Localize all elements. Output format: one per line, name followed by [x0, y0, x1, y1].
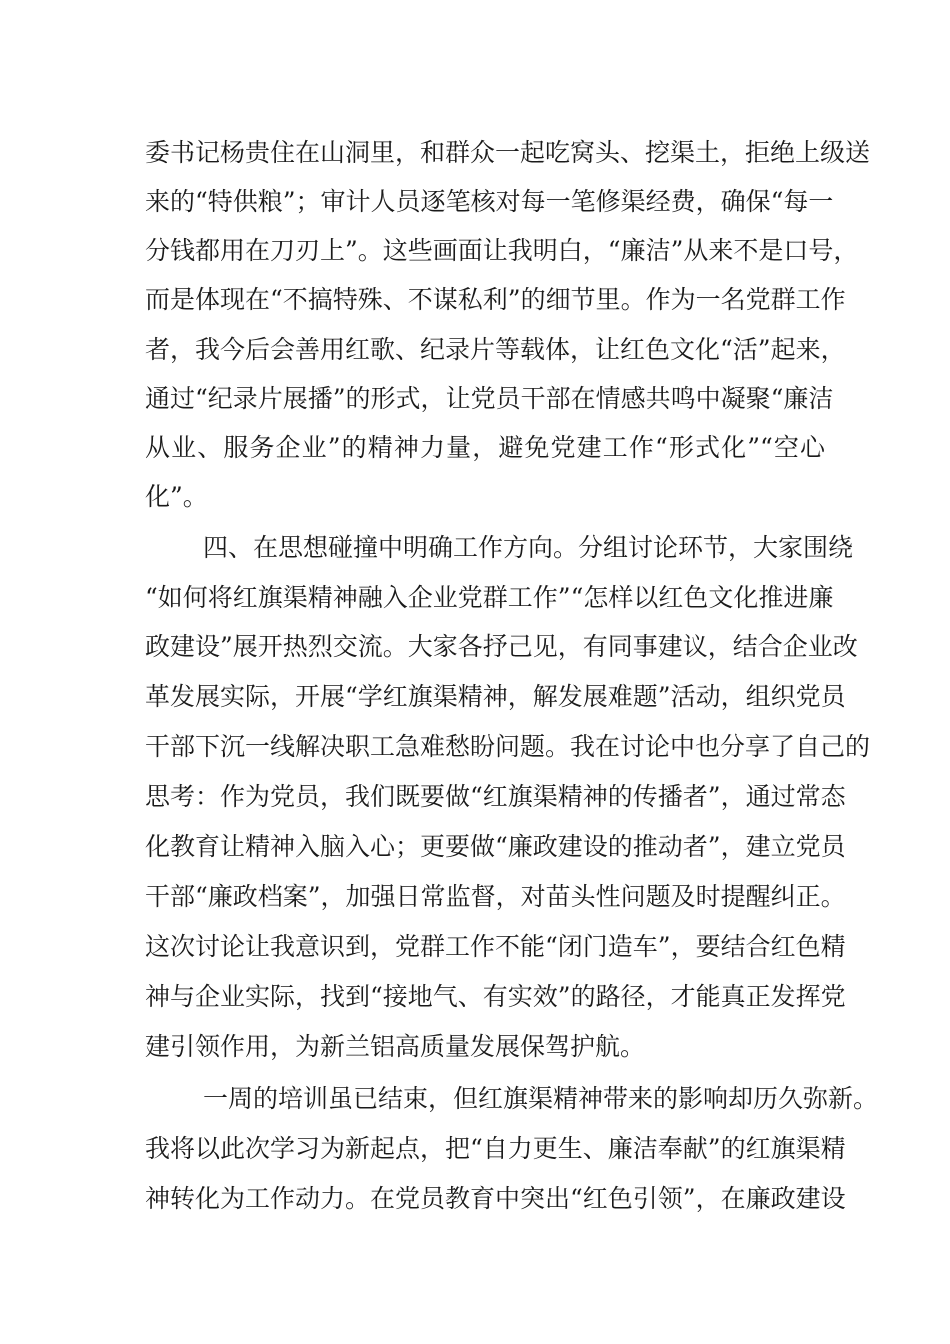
text-line: 我将以此次学习为新起点，把“自力更生、廉洁奉献”的红旗渠精 — [145, 1134, 846, 1163]
paragraph-start-line: 一周的培训虽已结束，但红旗渠精神带来的影响却历久弥新。 — [203, 1084, 879, 1113]
text-line: 建引领作用，为新兰铝高质量发展保驾护航。 — [145, 1032, 646, 1061]
text-line: 化”。 — [145, 482, 208, 511]
text-line: 化教育让精神入脑入心；更要做“廉政建设的推动者”，建立党员 — [145, 832, 846, 861]
text-line: 干部“廉政档案”，加强日常监督，对苗头性问题及时提醒纠正。 — [145, 882, 846, 911]
text-line: 革发展实际，开展“学红旗渠精神，解发展难题”活动，组织党员 — [145, 682, 846, 711]
text-line: 干部下沉一线解决职工急难愁盼问题。我在讨论中也分享了自己的 — [145, 732, 871, 761]
text-line: 这次讨论让我意识到，党群工作不能“闭门造车”，要结合红色精 — [145, 932, 846, 961]
text-line: 思考：作为党员，我们既要做“红旗渠精神的传播者”，通过常态 — [145, 782, 846, 811]
text-line: 从业、服务企业”的精神力量，避免党建工作“形式化”“空心 — [145, 433, 825, 462]
text-line: 政建设”展开热烈交流。大家各抒己见，有同事建议，结合企业改 — [145, 632, 858, 661]
paragraph-start-line: 四、在思想碰撞中明确工作方向。分组讨论环节，大家围绕 — [203, 533, 854, 562]
text-line: 者，我今后会善用红歌、纪录片等载体，让红色文化“活”起来， — [145, 335, 846, 364]
text-line: 来的“特供粮”；审计人员逐笔核对每一笔修渠经费，确保“每一 — [145, 187, 834, 216]
text-line: “如何将红旗渠精神融入企业党群工作”“怎样以红色文化推进廉 — [145, 583, 834, 612]
text-line: 分钱都用在刀刃上”。这些画面让我明白，“廉洁”从来不是口号， — [145, 236, 859, 265]
text-line: 神与企业实际，找到“接地气、有实效”的路径，才能真正发挥党 — [145, 982, 846, 1011]
text-line: 委书记杨贵住在山洞里，和群众一起吃窝头、挖渠土，拒绝上级送 — [145, 138, 871, 167]
text-line: 通过“纪录片展播”的形式，让党员干部在情感共鸣中凝聚“廉洁 — [145, 384, 834, 413]
text-line: 神转化为工作动力。在党员教育中突出“红色引领”，在廉政建设 — [145, 1184, 846, 1213]
text-line: 而是体现在“不搞特殊、不谋私利”的细节里。作为一名党群工作 — [145, 285, 846, 314]
